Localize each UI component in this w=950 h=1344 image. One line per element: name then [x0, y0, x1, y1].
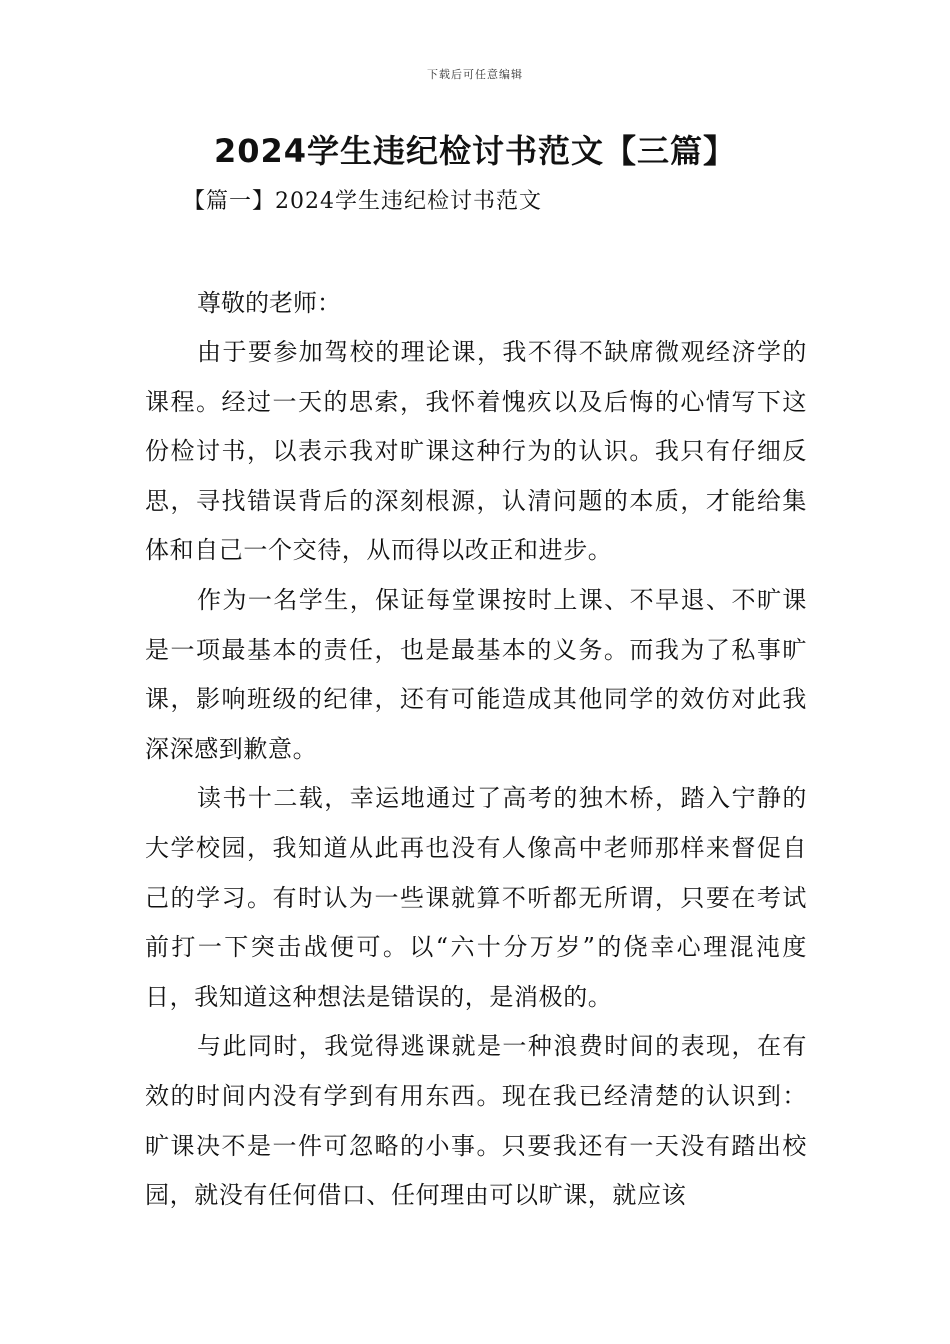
- header-note: 下载后可任意编辑: [427, 68, 523, 81]
- letter-body: [145, 278, 807, 1221]
- section-heading: 【篇一】2024学生违纪检讨书范文: [183, 189, 542, 214]
- salutation: 尊敬的老师：: [197, 289, 341, 317]
- paragraph-2: 作为一名学生，保证每堂课按时上课、不早退、不旷课是一项最基本的责任，也是最基本的义务。而我为了私事旷课，影响班级的纪律，还有可能造成其他同学的效仿对此我深深感到歉意。: [145, 585, 807, 763]
- document-title: 2024学生违纪检讨书范文【三篇】: [213, 132, 737, 170]
- paragraph-4: 与此同时，我觉得逃课就是一种浪费时间的表现，在有效的时间内没有学到有用东西。现在我已经清楚的认识到：旷课决不是一件可忽略的小事。只要我还有一天没有踏出校园，就没有任何借口、任何理由可以旷课，就应该: [145, 1032, 807, 1210]
- paragraph-1: 由于要参加驾校的理论课，我不得不缺席微观经济学的课程。经过一天的思索，我怀着愧疚以及后悔的心情写下这份检讨书，以表示我对旷课这种行为的认识。我只有仔细反思，寻找错误背后的深刻根源，认清问题的本质，才能给集体和自己一个交待，从而得以改正和进步。: [145, 338, 807, 565]
- paragraph-3: 读书十二载，幸运地通过了高考的独木桥，踏入宁静的大学校园，我知道从此再也没有人像高中老师那样来督促自己的学习。有时认为一些课就算不听都无所谓，只要在考试前打一下突击战便可。以“六十分万岁”的侥幸心理混沌度日，我知道这种想法是错误的，是消极的。: [145, 784, 807, 1011]
